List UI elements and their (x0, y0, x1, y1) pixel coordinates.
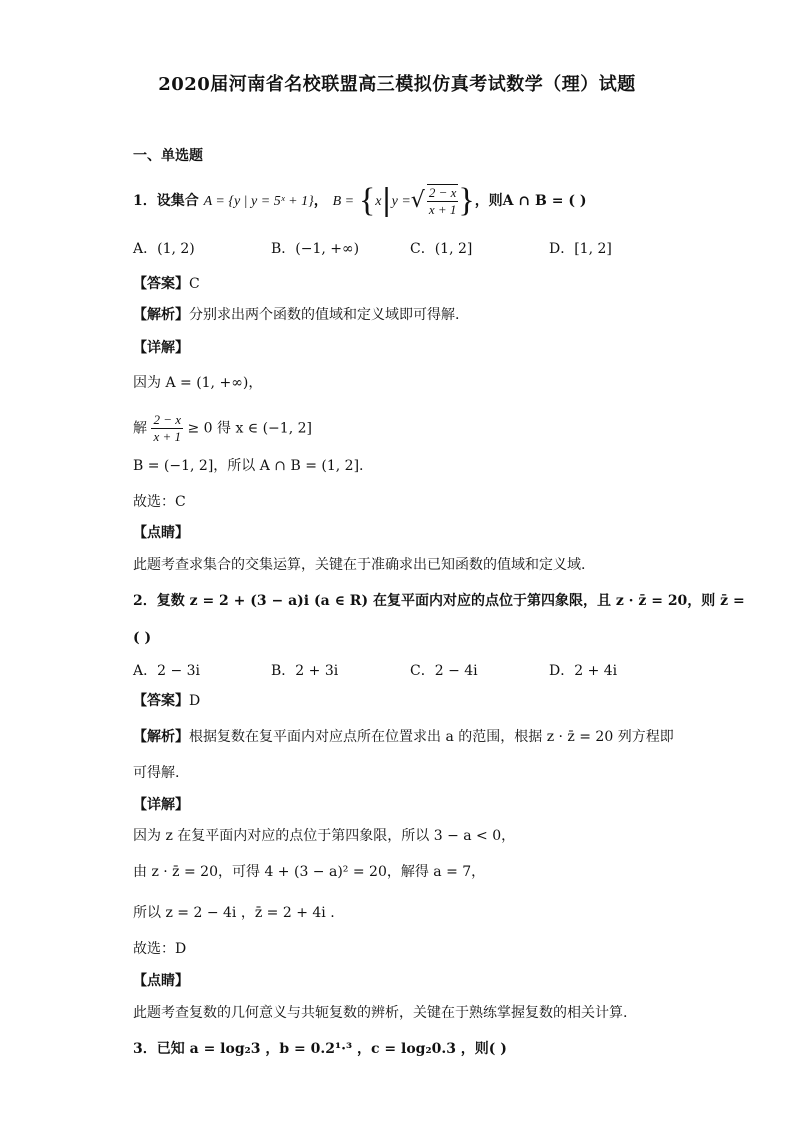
fraction-denominator: x + 1 (428, 202, 457, 217)
left-brace: { (358, 182, 376, 219)
q1-answer (133, 274, 200, 294)
question-3-stem (133, 1039, 507, 1059)
analysis-tag: 【解析】 (133, 729, 189, 745)
set-b-y: y = (391, 194, 411, 209)
question-prefix: 设集合 (156, 193, 199, 209)
q2-detail-tag: 【详解】 (133, 797, 189, 813)
analysis-text: 根据复数在复平面内对应点所在位置求出 a 的范围，根据 z · z̄ = 20 列方程即 (189, 729, 674, 745)
q2-choose: 故选：D (133, 941, 187, 957)
q1-detail-line-2 (133, 412, 312, 445)
q2-detail-line-3: 所以 z = 2 − 4i ，z̄ = 2 + 4i . (133, 905, 335, 921)
fraction-denominator: x + 1 (153, 429, 181, 444)
separator: ， (313, 193, 328, 209)
q1-choose: 故选：C (133, 494, 186, 510)
section-heading: 一、单选题 (133, 148, 203, 164)
q1-detail-line-1: 因为 A = (1, +∞)， (133, 375, 263, 391)
question-1-stem (133, 184, 586, 218)
question-suffix: ，则A ∩ B = ( ) (474, 193, 587, 209)
q2-answer (133, 691, 200, 711)
q2-tip: 此题考查复数的几何意义与共轭复数的辨析，关键在于熟练掌握复数的相关计算. (133, 1005, 628, 1021)
analysis-text: 分别求出两个函数的值域和定义域即可得解. (189, 307, 460, 323)
detail-fraction (151, 412, 183, 445)
q2-detail-line-1: 因为 z 在复平面内对应的点位于第四象限，所以 3 − a < 0， (133, 828, 516, 844)
set-bar: | (381, 183, 392, 218)
answer-value: D (189, 693, 201, 709)
question-text: 已知 a = log₂3 ，b = 0.2¹·³ ，c = log₂0.3 ，则( ) (156, 1041, 507, 1057)
q2-analysis (133, 727, 674, 747)
q2-option-a: A．2 − 3i (133, 663, 201, 679)
set-b-fraction (427, 184, 459, 218)
q1-option-a: A．(1, 2) (133, 241, 195, 257)
q2-option-b: B．2 + 3i (271, 663, 339, 679)
q2-analysis-cont: 可得解. (133, 765, 180, 781)
q2-option-d: D．2 + 4i (549, 663, 618, 679)
answer-value: C (189, 276, 200, 292)
q2-tip-tag: 【点睛】 (133, 973, 189, 989)
q1-option-c: C．(1, 2] (410, 241, 473, 257)
q1-detail-line-3: B = (−1, 2]，所以 A ∩ B = (1, 2]. (133, 458, 364, 474)
answer-tag: 【答案】 (133, 276, 189, 292)
detail-result: ≥ 0 得 x ∈ (−1, 2] (187, 420, 312, 437)
question-number: 3． (133, 1041, 157, 1057)
answer-tag: 【答案】 (133, 693, 189, 709)
q1-analysis (133, 305, 459, 325)
q1-option-b: B．(−1, +∞) (271, 241, 360, 257)
set-a-expression: A = {y | y = 5ˣ + 1} (203, 194, 314, 209)
set-b-var: x (375, 194, 382, 209)
question-2-stem (133, 591, 745, 611)
q1-option-d: D．[1, 2] (549, 241, 612, 257)
fraction-numerator: 2 − x (153, 412, 181, 427)
q1-tip-tag: 【点睛】 (133, 525, 189, 541)
detail-solve: 解 (133, 420, 147, 437)
analysis-tag: 【解析】 (133, 307, 189, 323)
question-2-paren: ( ) (133, 630, 152, 646)
question-number: 1． (133, 193, 157, 209)
q2-option-c: C．2 − 4i (410, 663, 478, 679)
sqrt-icon: √ (410, 188, 425, 213)
page-title: 2020届河南省名校联盟高三模拟仿真考试数学（理）试题 (158, 74, 636, 95)
right-brace: } (458, 182, 475, 219)
question-text: 复数 z = 2 + (3 − a)i (a ∈ R) 在复平面内对应的点位于第四象限，且 z · z̄ = 20，则 z̄ = (156, 593, 745, 609)
q2-detail-line-2: 由 z · z̄ = 20，可得 4 + (3 − a)² = 20，解得 a = 7， (133, 864, 486, 880)
fraction-numerator: 2 − x (428, 185, 457, 200)
set-b-label: B = (332, 194, 355, 209)
question-number: 2． (133, 593, 157, 609)
q1-tip: 此题考查求集合的交集运算，关键在于准确求出已知函数的值域和定义域. (133, 557, 586, 573)
q1-detail-tag: 【详解】 (133, 340, 189, 356)
